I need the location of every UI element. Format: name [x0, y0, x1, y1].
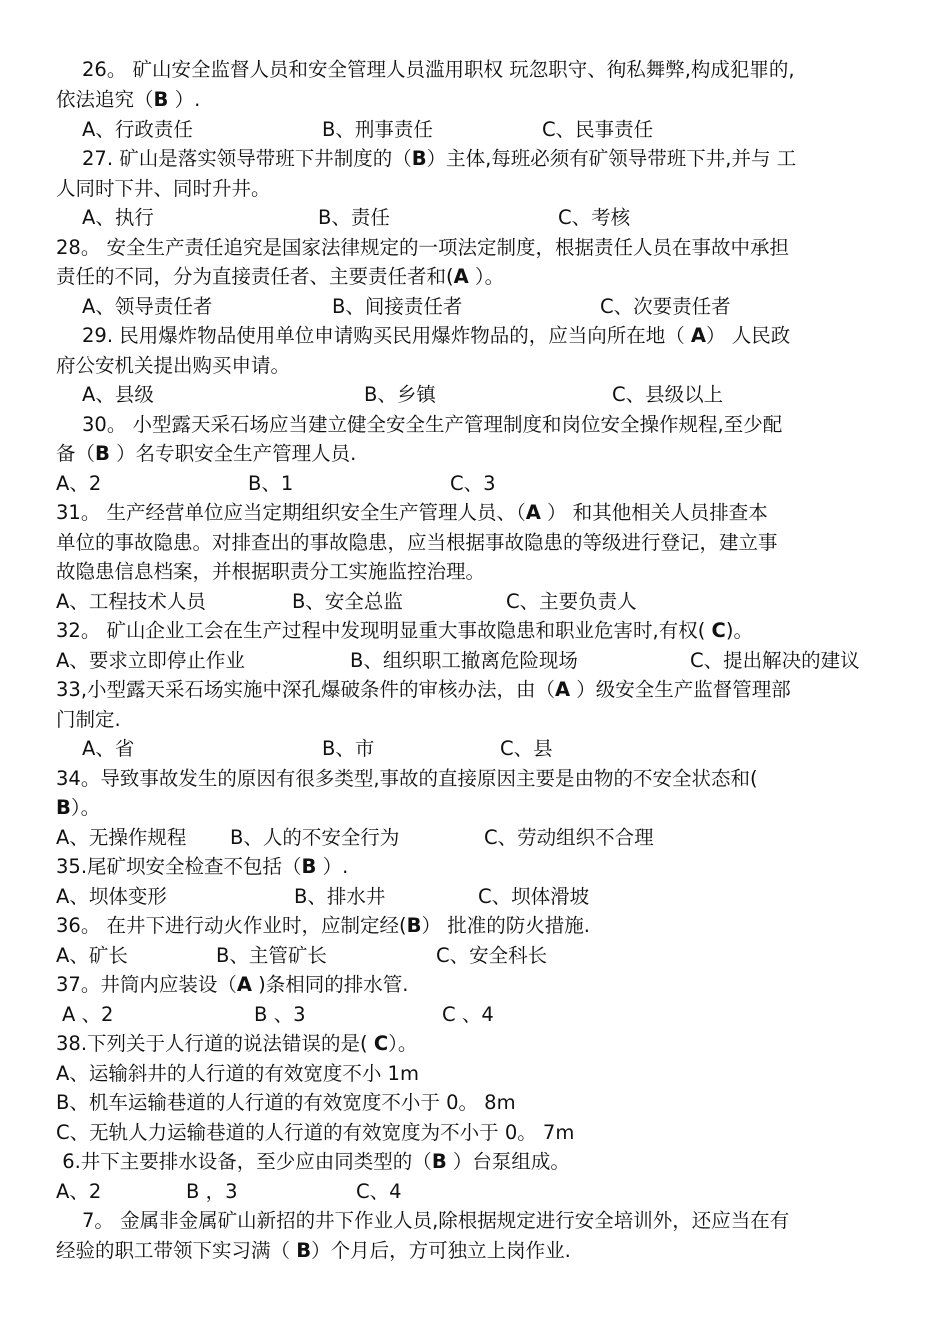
- question-38-option-b: B、机车运输巷道的人行道的有效宽度不小于 0。 8m: [56, 1091, 516, 1114]
- option-b: B、安全总监: [292, 590, 403, 613]
- option-b: B 、3: [254, 1003, 306, 1026]
- question-29-line-2: 府公安机关提出购买申请。: [56, 354, 291, 377]
- option-a: A、省: [82, 737, 135, 760]
- question-38-line-1: 38.下列关于人行道的说法错误的是( C）。: [56, 1032, 418, 1055]
- question-36-line-1: 36。 在井下进行动火作业时，应制定经(B） 批准的防火措施.: [56, 914, 590, 937]
- option-a: A、行政责任: [82, 118, 193, 141]
- option-a: A、执行: [82, 206, 154, 229]
- option-a: A、2: [56, 1180, 102, 1203]
- option-a: A 、2: [62, 1003, 114, 1026]
- question-38-option-c: C、无轨人力运输巷道的人行道的有效宽度为不小于 0。 7m: [56, 1121, 575, 1144]
- question-26-line-2: 依法追究（B ）.: [56, 88, 201, 111]
- option-a: A、无操作规程: [56, 826, 187, 849]
- question-26-line-1: 26。 矿山安全监督人员和安全管理人员滥用职权 玩忽职守、徇私舞弊,构成犯罪的,: [82, 58, 795, 81]
- option-c: C、县级以上: [612, 383, 724, 406]
- question-28-line-1: 28。 安全生产责任追究是国家法律规定的一项法定制度，根据责任人员在事故中承担: [56, 236, 790, 259]
- question-27-line-1: 27. 矿山是落实领导带班下井制度的（B）主体,每班必须有矿领导带班下井,并与 工: [82, 147, 797, 170]
- option-a: A、坝体变形: [56, 885, 167, 908]
- question-7-line-1: 7。 金属非金属矿山新招的井下作业人员,除根据规定进行安全培训外，还应当在有: [82, 1209, 790, 1232]
- question-38-option-a: A、运输斜井的人行道的有效宽度不小 1m: [56, 1062, 419, 1085]
- option-a: A、工程技术人员: [56, 590, 206, 613]
- option-c: C、3: [450, 472, 496, 495]
- question-33-line-1: 33,小型露天采石场实施中深孔爆破条件的审核办法，由（A ）级安全生产监督管理部: [56, 678, 791, 701]
- option-c: C、主要负责人: [506, 590, 637, 613]
- question-6-line-1: 6.井下主要排水设备，至少应由同类型的（B ）台泵组成。: [56, 1150, 570, 1173]
- question-28-line-2: 责任的不同，分为直接责任者、主要责任者和(A ）。: [56, 265, 505, 288]
- option-b: B、市: [322, 737, 375, 760]
- option-b: B、组织职工撤离危险现场: [350, 649, 578, 672]
- option-b: B、刑事责任: [322, 118, 433, 141]
- option-c: C、劳动组织不合理: [484, 826, 654, 849]
- question-34-line-2: B）。: [56, 796, 101, 819]
- option-c: C、次要责任者: [600, 295, 731, 318]
- option-c: C、坝体滑坡: [478, 885, 590, 908]
- option-b: B、乡镇: [364, 383, 436, 406]
- question-37-line-1: 37。井筒内应装设（A )条相同的排水管.: [56, 973, 409, 996]
- question-32-line-1: 32。 矿山企业工会在生产过程中发现明显重大事故隐患和职业危害时,有权( C)。: [56, 619, 753, 642]
- option-b: B、1: [248, 472, 294, 495]
- question-30-line-2: 备（B ）名专职安全生产管理人员.: [56, 442, 357, 465]
- option-c: C、考核: [558, 206, 631, 229]
- option-b: B、主管矿长: [216, 944, 327, 967]
- option-a: A、矿长: [56, 944, 128, 967]
- option-b: B ，3: [186, 1180, 238, 1203]
- option-a: A、领导责任者: [82, 295, 213, 318]
- option-b: B、责任: [318, 206, 390, 229]
- option-b: B、人的不安全行为: [230, 826, 400, 849]
- option-b: B、排水井: [294, 885, 386, 908]
- option-c: C、安全科长: [436, 944, 548, 967]
- question-30-line-1: 30。 小型露天采石场应当建立健全安全生产管理制度和岗位安全操作规程,至少配: [82, 413, 783, 436]
- question-35-line-1: 35.尾矿坝安全检查不包括（B ）.: [56, 855, 349, 878]
- question-27-line-2: 人同时下井、同时升井。: [56, 177, 271, 200]
- option-a: A、县级: [82, 383, 154, 406]
- question-31-line-2: 单位的事故隐患。对排查出的事故隐患，应当根据事故隐患的等级进行登记，建立事: [56, 531, 778, 554]
- question-29-line-1: 29. 民用爆炸物品使用单位申请购买民用爆炸物品的，应当向所在地（ A） 人民政: [82, 324, 791, 347]
- option-a: A、要求立即停止作业: [56, 649, 245, 672]
- option-c: C、民事责任: [542, 118, 654, 141]
- option-c: C、4: [356, 1180, 402, 1203]
- option-c: C 、4: [442, 1003, 494, 1026]
- option-b: B、间接责任者: [332, 295, 463, 318]
- question-33-line-2: 门制定.: [56, 708, 121, 731]
- question-7-line-2: 经验的职工带领下实习满（ B）个月后，方可独立上岗作业.: [56, 1239, 571, 1262]
- option-c: C、提出解决的建议: [690, 649, 860, 672]
- option-a: A、2: [56, 472, 102, 495]
- option-c: C、县: [500, 737, 553, 760]
- question-31-line-3: 故隐患信息档案，并根据职责分工实施监控治理。: [56, 560, 486, 583]
- question-34-line-1: 34。导致事故发生的原因有很多类型,事故的直接原因主要是由物的不安全状态和(: [56, 767, 758, 790]
- question-31-line-1: 31。 生产经营单位应当定期组织安全生产管理人员、（A ） 和其他相关人员排查本: [56, 501, 768, 524]
